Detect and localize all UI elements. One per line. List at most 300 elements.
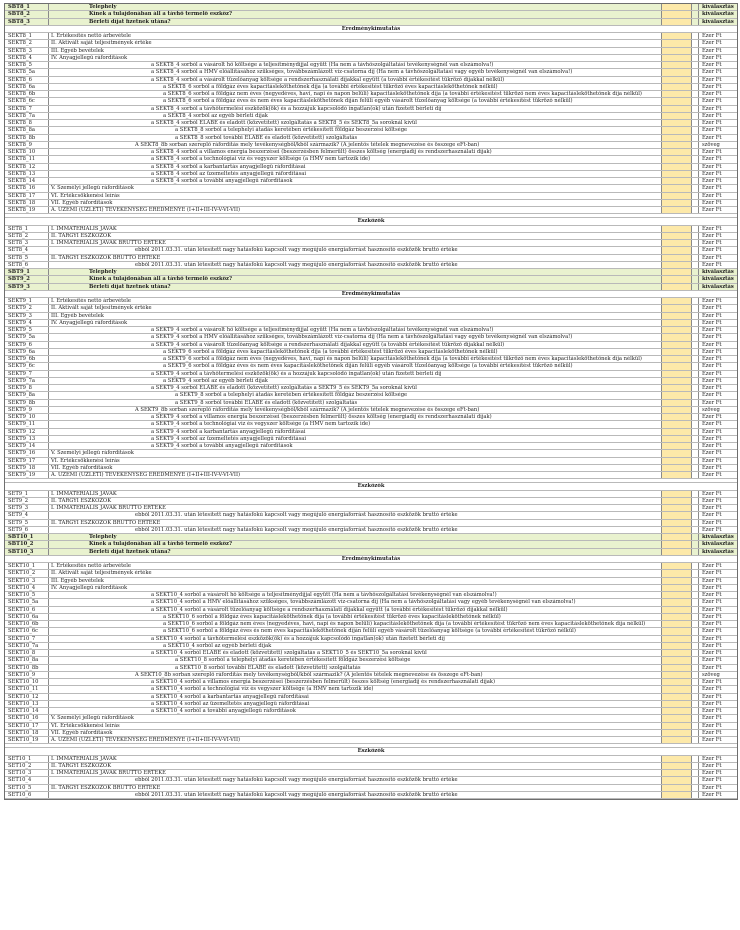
unit-cell: szöveg — [702, 406, 720, 413]
value-cell[interactable] — [662, 233, 692, 239]
value-cell[interactable] — [662, 106, 692, 112]
spacer-cell — [692, 33, 699, 39]
spacer-cell — [692, 650, 699, 656]
unit-cell: Ezer Ft — [702, 450, 722, 457]
spacer-cell — [692, 255, 699, 261]
table-row — [5, 737, 737, 744]
row-code: SET8_5 — [5, 255, 49, 261]
value-cell[interactable] — [662, 607, 692, 613]
spacer-cell — [692, 679, 699, 685]
value-cell[interactable] — [662, 262, 692, 268]
table-row — [5, 730, 737, 737]
unit-cell: Ezer Ft — [702, 592, 722, 598]
value-cell[interactable] — [662, 570, 692, 576]
table-row — [5, 458, 737, 465]
row-label: a SEKT8_8 sorból a telephelyi átadás keretében értékesített földgáz beszerzési költsége — [49, 127, 662, 133]
table-row — [5, 48, 737, 55]
value-cell[interactable] — [662, 534, 692, 540]
value-cell[interactable] — [662, 98, 692, 104]
row-code: SEKT8_13 — [5, 171, 49, 177]
spacer-cell — [692, 472, 699, 478]
spacer-cell — [692, 421, 699, 427]
value-cell[interactable] — [662, 592, 692, 598]
value-cell[interactable] — [662, 193, 692, 199]
table-row — [5, 127, 737, 134]
table-row — [5, 715, 737, 722]
table-row — [5, 679, 737, 686]
spacer-cell — [692, 541, 699, 547]
row-code: SEKT10_5a — [5, 599, 49, 605]
value-cell[interactable] — [662, 715, 692, 721]
table-row — [5, 98, 737, 105]
row-code: SEKT8_19 — [5, 207, 49, 213]
table-row — [5, 436, 737, 443]
row-label: a SEKT9_4 sorból az üzemeltetés anyagjellegű ráfordításai — [49, 436, 662, 442]
spacer-cell — [692, 164, 699, 170]
row-code: SET8_1 — [5, 226, 49, 232]
value-cell[interactable] — [662, 178, 692, 184]
table-row — [5, 792, 737, 799]
value-cell[interactable] — [662, 679, 692, 685]
spacer-cell — [692, 385, 699, 391]
unit-cell: Ezer Ft — [702, 348, 722, 355]
spacer-cell — [692, 607, 699, 613]
value-cell[interactable] — [662, 672, 692, 678]
table-row — [5, 40, 737, 47]
table-row — [5, 69, 737, 76]
unit-cell: kiválasztás — [702, 276, 734, 283]
value-cell[interactable] — [662, 770, 692, 776]
row-label: Kinek a tulajdonában áll a távhő termelő eszköz? — [49, 541, 662, 547]
value-cell[interactable] — [662, 40, 692, 46]
unit-cell: Ezer Ft — [702, 762, 722, 769]
value-cell[interactable] — [662, 255, 692, 261]
value-cell[interactable] — [662, 650, 692, 656]
spacer-cell — [692, 327, 699, 333]
table-row — [5, 599, 737, 606]
unit-cell: Ezer Ft — [702, 428, 722, 435]
row-code: SEKT9_8 — [5, 385, 49, 391]
value-cell[interactable] — [662, 756, 692, 762]
unit-cell: Ezer Ft — [702, 112, 722, 119]
value-cell[interactable] — [662, 472, 692, 478]
value-cell[interactable] — [662, 777, 692, 783]
unit-cell: Ezer Ft — [702, 421, 722, 428]
row-code: SEKT8_14 — [5, 178, 49, 184]
unit-cell: Ezer Ft — [702, 40, 722, 47]
row-code: SEKT9_6a — [5, 349, 49, 355]
value-cell[interactable] — [662, 207, 692, 213]
value-cell[interactable] — [662, 313, 692, 319]
value-cell[interactable] — [662, 599, 692, 605]
table-row — [5, 276, 737, 283]
value-cell[interactable] — [662, 127, 692, 133]
value-cell[interactable] — [662, 665, 692, 671]
table-row — [5, 400, 737, 407]
table-row — [5, 262, 737, 269]
value-cell[interactable] — [662, 305, 692, 311]
spacer-cell — [692, 491, 699, 497]
results-heading — [5, 26, 737, 33]
row-label: Kinek a tulajdonában áll a távhő termelő eszköz? — [49, 276, 662, 282]
unit-cell: Ezer Ft — [702, 770, 722, 776]
results-heading — [5, 556, 737, 563]
value-cell[interactable] — [662, 628, 692, 634]
row-code: SBT9_2 — [5, 276, 49, 282]
table-row — [5, 527, 737, 534]
value-cell[interactable] — [662, 363, 692, 369]
row-code: SEKT9_4 — [5, 320, 49, 326]
row-label: a SEKT9_4 sorból a vásárolt tüzelőanyag költsége a rendszerhasználati díjakkal együtt (a további értékesítést tükröző díjakkal nélkül) — [49, 342, 662, 348]
row-code: SEKT8_7 — [5, 106, 49, 112]
row-label: Bérleti díjat fizetnek utána? — [49, 19, 662, 25]
row-label: a SEKT10_8 sorból további ELÁBÉ és eladott (közvetített) szolgáltatás — [49, 665, 662, 671]
row-code: SEKT9_5a — [5, 334, 49, 340]
value-cell[interactable] — [662, 730, 692, 736]
row-label: a SEKT10_4 sorból a távhőtermelési eszközök(ök) és a hozzájuk kapcsolódó ingatlan(ok) után fizetett bérleti díj — [49, 636, 662, 642]
value-cell[interactable] — [662, 792, 692, 798]
value-cell[interactable] — [662, 585, 692, 591]
row-label: a SEKT8_4 sorból a HMV előállításához szükséges, továbbszámlázott víz-csatorna díj (Ha nem a távhőszolgáltatási vagy egyéb tevékenységnél van elszámolva!) — [49, 69, 662, 75]
value-cell[interactable] — [662, 185, 692, 191]
unit-cell: Ezer Ft — [702, 635, 722, 642]
table-row — [5, 614, 737, 621]
table-row — [5, 472, 737, 479]
table-row — [5, 305, 737, 312]
value-cell[interactable] — [662, 708, 692, 714]
value-cell[interactable] — [662, 643, 692, 649]
spacer-cell — [692, 701, 699, 707]
value-cell[interactable] — [662, 298, 692, 304]
value-cell[interactable] — [662, 342, 692, 348]
value-cell[interactable] — [662, 320, 692, 326]
row-label: Bérleti díjat fizetnek utána? — [49, 284, 662, 290]
row-label: a SEKT9_4 sorból a HMV előállításához szükséges, továbbszámlázott víz-csatorna díj (Ha nem a távhőszolgáltatási vagy egyéb tevékenységnél van elszámolva!) — [49, 334, 662, 340]
value-cell[interactable] — [662, 414, 692, 420]
row-label: a SEKT8_8 sorból további ELÁBÉ és eladott (közvetített) szolgáltatás — [49, 135, 662, 141]
spacer-cell — [692, 723, 699, 729]
row-label: a SEKT8_6 sorból a földgáz nem éves (negyedéves, havi, napi és napon belüli) kapacitásleköthetőnek díja (a további értékesítést tükröző nem éves kapacitásleköthetőnek díja nélkül) — [49, 91, 662, 97]
row-code: SEKT8_17 — [5, 193, 49, 199]
row-code: SEKT10_7 — [5, 636, 49, 642]
value-cell[interactable] — [662, 491, 692, 497]
unit-cell: Ezer Ft — [702, 312, 722, 319]
value-cell[interactable] — [662, 763, 692, 769]
row-label: A SEKT9_8b sorban szereplő ráfordítás mely tevékenységből/kből származik? (A jelentős tételek megnevezése és összege eFt-ban) — [49, 407, 662, 413]
spacer-cell — [692, 443, 699, 449]
row-label: a SEKT10_4 sorból az egyéb bérleti díjak — [49, 643, 662, 649]
table-row — [5, 363, 737, 370]
value-cell[interactable] — [662, 171, 692, 177]
row-code: SEKT9_2 — [5, 305, 49, 311]
value-cell[interactable] — [662, 785, 692, 791]
table-row — [5, 334, 737, 341]
row-code: SEKT8_1 — [5, 33, 49, 39]
value-cell[interactable] — [662, 694, 692, 700]
value-cell[interactable] — [662, 520, 692, 526]
value-cell[interactable] — [662, 69, 692, 75]
results-heading — [5, 291, 737, 298]
value-cell[interactable] — [662, 686, 692, 692]
row-code: SEKT10_13 — [5, 701, 49, 707]
unit-cell: Ezer Ft — [702, 225, 722, 232]
value-cell[interactable] — [662, 55, 692, 61]
row-code: SEKT10_4 — [5, 585, 49, 591]
value-cell[interactable] — [662, 113, 692, 119]
value-cell[interactable] — [662, 33, 692, 39]
row-label: II. Aktivált saját teljesítmények értéke — [49, 40, 662, 46]
row-label: Kinek a tulajdonában áll a távhő termelő eszköz? — [49, 11, 662, 17]
unit-cell: Ezer Ft — [702, 156, 722, 163]
value-cell[interactable] — [662, 371, 692, 377]
table-row — [5, 701, 737, 708]
table-row — [5, 723, 737, 730]
unit-cell: Ezer Ft — [702, 472, 722, 478]
value-cell[interactable] — [662, 512, 692, 518]
row-label: a SEKT10_4 sorból a vásárolt tüzelőanyag költsége a rendszerhasználati díjakkal együtt (a további értékesítést tükröző díjakkal nélkül) — [49, 607, 662, 613]
value-cell[interactable] — [662, 505, 692, 511]
row-code: SET10_5 — [5, 785, 49, 791]
value-cell[interactable] — [662, 621, 692, 627]
value-cell[interactable] — [662, 450, 692, 456]
row-code: SEKT8_10 — [5, 149, 49, 155]
row-code: SEKT9_10 — [5, 414, 49, 420]
spacer-cell — [692, 193, 699, 199]
row-code: SEKT10_5 — [5, 592, 49, 598]
value-cell[interactable] — [662, 135, 692, 141]
row-code: SEKT10_6c — [5, 628, 49, 634]
row-label: IV. Anyagjellegű ráfordítások — [49, 320, 662, 326]
unit-cell: Ezer Ft — [702, 584, 722, 591]
spacer-cell — [692, 585, 699, 591]
unit-cell: Ezer Ft — [702, 254, 722, 261]
unit-cell: Ezer Ft — [702, 47, 722, 54]
spacer-cell — [692, 665, 699, 671]
value-cell[interactable] — [662, 240, 692, 246]
spacer-cell — [692, 178, 699, 184]
value-cell[interactable] — [662, 407, 692, 413]
value-cell[interactable] — [662, 247, 692, 253]
value-cell[interactable] — [662, 327, 692, 333]
spacer-cell — [692, 135, 699, 141]
unit-cell: Ezer Ft — [702, 341, 722, 348]
value-cell[interactable] — [662, 392, 692, 398]
table-row — [5, 207, 737, 214]
value-cell[interactable] — [662, 284, 692, 290]
row-label: a SEKT10_8 sorból a telephelyi átadás keretében értékesített földgáz beszerzési költsége — [49, 657, 662, 663]
section-heading: Eredménykimutatás — [341, 25, 401, 32]
value-cell[interactable] — [662, 657, 692, 663]
spacer-cell — [692, 578, 699, 584]
row-code: SEKT10_9 — [5, 672, 49, 678]
row-label: a SEKT8_6 sorból a földgáz éves kapacitásleköthetőnek díja (a további értékesítést tükröző éves kapacitásleköthetőnek nélkül) — [49, 84, 662, 90]
table-row — [5, 628, 737, 635]
value-cell[interactable] — [662, 164, 692, 170]
row-code: SEKT8_16 — [5, 185, 49, 191]
row-code: SEKT10_18 — [5, 730, 49, 736]
value-cell[interactable] — [662, 701, 692, 707]
spacer-cell — [692, 763, 699, 769]
value-cell[interactable] — [662, 269, 692, 275]
row-code: SEKT9_6c — [5, 363, 49, 369]
row-code: SBT9_1 — [5, 269, 49, 275]
row-label: ebből 2011.03.31. után létesített nagy hatásfokú kapcsolt vagy megújuló energiaforrást hasznosító eszközök bruttó értéke — [49, 247, 662, 253]
unit-cell: kiválasztás — [702, 548, 734, 555]
value-cell[interactable] — [662, 498, 692, 504]
section-heading: Eredménykimutatás — [341, 555, 401, 562]
table-row — [5, 708, 737, 715]
table-row — [5, 327, 737, 334]
row-label: I. IMMATERIÁLIS JAVAK — [49, 756, 662, 762]
spacer-cell — [692, 62, 699, 68]
value-cell[interactable] — [662, 334, 692, 340]
unit-cell: Ezer Ft — [702, 327, 722, 333]
unit-cell: Ezer Ft — [702, 563, 722, 569]
row-label: a SEKT10_4 sorból a HMV előállításához szükséges, továbbszámlázott víz-csatorna díj (Ha nem a távhőszolgáltatási vagy egyéb tevékenységnél van elszámolva!) — [49, 599, 662, 605]
table-row — [5, 156, 737, 163]
row-code: SBT10_2 — [5, 541, 49, 547]
unit-cell: kiválasztás — [702, 541, 734, 548]
table-row — [5, 756, 737, 763]
row-label: II. TÁRGYI ESZKÖZÖK — [49, 233, 662, 239]
spreadsheet — [4, 3, 738, 800]
row-label: VII. Egyéb ráfordítások — [49, 200, 662, 206]
spacer-cell — [692, 113, 699, 119]
unit-cell: Ezer Ft — [702, 497, 722, 504]
value-cell[interactable] — [662, 429, 692, 435]
row-code: SEKT9_7 — [5, 371, 49, 377]
value-cell[interactable] — [662, 62, 692, 68]
spacer-cell — [692, 400, 699, 406]
value-cell[interactable] — [662, 385, 692, 391]
row-code: SEKT9_11 — [5, 421, 49, 427]
unit-cell: kiválasztás — [702, 18, 734, 25]
row-code: SET10_2 — [5, 763, 49, 769]
value-cell[interactable] — [662, 549, 692, 555]
value-cell[interactable] — [662, 723, 692, 729]
row-code: SET9_1 — [5, 491, 49, 497]
row-label: a SEKT9_4 sorból ELÁBÉ és eladott (közvetített) szolgáltatás a SEKT9_5 és SEKT9_5a soroknál kívül — [49, 385, 662, 391]
value-cell[interactable] — [662, 421, 692, 427]
spacer-cell — [692, 233, 699, 239]
row-label: A. ÜZEMI (ÜZLETI) TEVÉKENYSÉG EREDMÉNYE (I+II+III-IV-V-VI-VII) — [49, 207, 662, 213]
assets-heading — [5, 218, 737, 225]
value-cell[interactable] — [662, 356, 692, 362]
value-cell[interactable] — [662, 226, 692, 232]
unit-cell: Ezer Ft — [702, 91, 722, 97]
unit-cell: Ezer Ft — [702, 385, 722, 391]
row-label: a SEKT9_6 sorból a földgáz nem éves (negyedéves, havi, napi és napon belüli) kapacitásleköthetőnek díja (a további értékesítést tükröző nem éves kapacitásleköthetőnek díja nélkül) — [49, 356, 662, 362]
row-code: SEKT9_7a — [5, 378, 49, 384]
table-row — [5, 785, 737, 792]
table-row — [5, 298, 737, 305]
row-code: SET8_2 — [5, 233, 49, 239]
unit-cell: Ezer Ft — [702, 464, 722, 471]
row-label: ebből 2011.03.31. után létesített nagy hatásfokú kapcsolt vagy megújuló energiaforrást hasznosító eszközök bruttó értéke — [49, 512, 662, 518]
row-label: a SEKT9_8 sorból további ELÁBÉ és eladott (közvetített) szolgáltatás — [49, 400, 662, 406]
table-row — [5, 385, 737, 392]
spacer-cell — [692, 98, 699, 104]
value-cell[interactable] — [662, 458, 692, 464]
value-cell[interactable] — [662, 378, 692, 384]
value-cell[interactable] — [662, 91, 692, 97]
value-cell[interactable] — [662, 349, 692, 355]
unit-cell: Ezer Ft — [702, 414, 722, 420]
row-label: I. IMMATERIÁLIS JAVAK BRUTTÓ ÉRTÉKE — [49, 505, 662, 511]
row-code: SEKT9_14 — [5, 443, 49, 449]
value-cell[interactable] — [662, 578, 692, 584]
unit-cell: szöveg — [702, 671, 720, 678]
value-cell[interactable] — [662, 19, 692, 25]
value-cell[interactable] — [662, 156, 692, 162]
value-cell[interactable] — [662, 614, 692, 620]
spacer-cell — [692, 106, 699, 112]
value-cell[interactable] — [662, 400, 692, 406]
spacer-cell — [692, 40, 699, 46]
value-cell[interactable] — [662, 4, 692, 10]
unit-cell: kiválasztás — [702, 534, 734, 540]
value-cell[interactable] — [662, 200, 692, 206]
row-code: SET10_4 — [5, 777, 49, 783]
table-row — [5, 694, 737, 701]
value-cell[interactable] — [662, 84, 692, 90]
value-cell[interactable] — [662, 149, 692, 155]
value-cell[interactable] — [662, 737, 692, 743]
value-cell[interactable] — [662, 541, 692, 547]
value-cell[interactable] — [662, 276, 692, 282]
value-cell[interactable] — [662, 48, 692, 54]
row-label: a SEKT9_4 sorból a további anyagjellegű ráfordítások — [49, 443, 662, 449]
table-row — [5, 342, 737, 349]
value-cell[interactable] — [662, 77, 692, 83]
table-row — [5, 505, 737, 512]
row-code: SEKT9_8b — [5, 400, 49, 406]
unit-cell: Ezer Ft — [702, 392, 722, 399]
table-row — [5, 320, 737, 327]
spacer-cell — [692, 276, 699, 282]
value-cell[interactable] — [662, 120, 692, 126]
row-code: SEKT8_4 — [5, 55, 49, 61]
spacer-cell — [692, 672, 699, 678]
unit-cell: Ezer Ft — [702, 363, 722, 370]
value-cell[interactable] — [662, 563, 692, 569]
unit-cell: Ezer Ft — [702, 621, 722, 627]
table-row — [5, 255, 737, 262]
row-code: SEKT10_14 — [5, 708, 49, 714]
table-row — [5, 621, 737, 628]
value-cell[interactable] — [662, 11, 692, 17]
value-cell[interactable] — [662, 142, 692, 148]
unit-cell: Ezer Ft — [702, 247, 722, 254]
value-cell[interactable] — [662, 443, 692, 449]
unit-cell: Ezer Ft — [702, 178, 722, 184]
row-code: SBT8_3 — [5, 19, 49, 25]
value-cell[interactable] — [662, 465, 692, 471]
row-label: a SEKT8_4 sorból az egyéb bérleti díjak — [49, 113, 662, 119]
spacer-cell — [692, 450, 699, 456]
table-row — [5, 777, 737, 784]
spacer-cell — [692, 200, 699, 206]
value-cell[interactable] — [662, 527, 692, 533]
row-code: SEKT9_17 — [5, 458, 49, 464]
unit-cell: Ezer Ft — [702, 207, 722, 213]
value-cell[interactable] — [662, 436, 692, 442]
value-cell[interactable] — [662, 636, 692, 642]
unit-cell: Ezer Ft — [702, 192, 722, 199]
row-label: a SEKT10_4 sorból a vásárolt hő költsége a teljesítménydíjjal együtt (Ha nem a távhőszolgáltatási tevékenységnél van elszámolva!) — [49, 592, 662, 598]
spacer-cell — [692, 207, 699, 213]
table-row — [5, 149, 737, 156]
